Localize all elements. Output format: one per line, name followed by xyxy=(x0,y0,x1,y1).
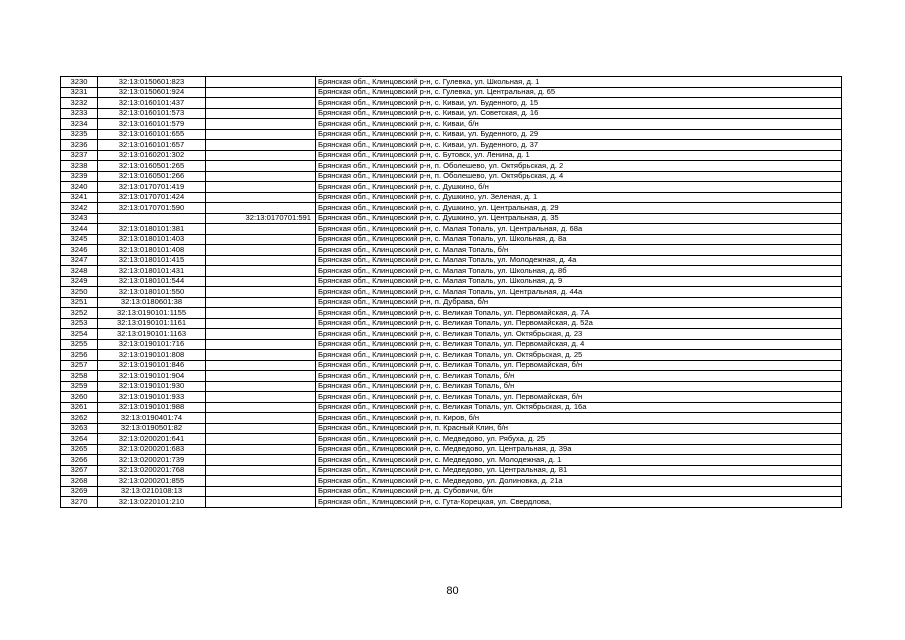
row-number-cell: 3256 xyxy=(61,350,98,361)
table-row xyxy=(61,203,842,214)
table-row xyxy=(61,129,842,140)
cadastral-number-cell: 32:13:0220101:210 xyxy=(98,497,206,508)
previous-number-cell xyxy=(206,161,316,172)
row-number-cell: 3255 xyxy=(61,339,98,350)
address-cell: Брянская обл., Клинцовский р-н, д. Субовичи, б/н xyxy=(316,486,842,497)
table-row xyxy=(61,381,842,392)
cadastral-number-cell: 32:13:0200201:855 xyxy=(98,476,206,487)
address-cell: Брянская обл., Клинцовский р-н, с. Малая Топаль, ул. Школьная, д. 9 xyxy=(316,276,842,287)
previous-number-cell xyxy=(206,339,316,350)
address-cell: Брянская обл., Клинцовский р-н, с. Бутовск, ул. Ленина, д. 1 xyxy=(316,150,842,161)
previous-number-cell: 32:13:0170701:591 xyxy=(206,213,316,224)
address-cell: Брянская обл., Клинцовский р-н, с. Киваи, ул. Буденного, д. 15 xyxy=(316,98,842,109)
cadastral-number-cell: 32:13:0200201:683 xyxy=(98,444,206,455)
address-cell: Брянская обл., Клинцовский р-н, с. Гута-Корецкая, ул. Свердлова, xyxy=(316,497,842,508)
previous-number-cell xyxy=(206,192,316,203)
table-row xyxy=(61,350,842,361)
address-cell: Брянская обл., Клинцовский р-н, с. Великая Топаль, ул. Октябрьская, д. 16а xyxy=(316,402,842,413)
row-number-cell: 3251 xyxy=(61,297,98,308)
address-cell: Брянская обл., Клинцовский р-н, с. Душкино, ул. Центральная, д. 29 xyxy=(316,203,842,214)
address-cell: Брянская обл., Клинцовский р-н, с. Великая Топаль, б/н xyxy=(316,371,842,382)
previous-number-cell xyxy=(206,140,316,151)
address-cell: Брянская обл., Клинцовский р-н, с. Великая Топаль, ул. Октябрьская, д. 23 xyxy=(316,329,842,340)
address-cell: Брянская обл., Клинцовский р-н, с. Малая Топаль, б/н xyxy=(316,245,842,256)
cadastral-number-cell: 32:13:0160101:657 xyxy=(98,140,206,151)
table-row xyxy=(61,213,842,224)
address-cell: Брянская обл., Клинцовский р-н, с. Душкино, б/н xyxy=(316,182,842,193)
row-number-cell: 3238 xyxy=(61,161,98,172)
previous-number-cell xyxy=(206,455,316,466)
cadastral-number-cell: 32:13:0190101:1161 xyxy=(98,318,206,329)
table-row xyxy=(61,77,842,88)
row-number-cell: 3257 xyxy=(61,360,98,371)
cadastral-number-cell: 32:13:0180101:431 xyxy=(98,266,206,277)
row-number-cell: 3258 xyxy=(61,371,98,382)
table-row xyxy=(61,98,842,109)
cadastral-number-cell: 32:13:0170701:424 xyxy=(98,192,206,203)
previous-number-cell xyxy=(206,413,316,424)
cadastral-number-cell: 32:13:0150601:924 xyxy=(98,87,206,98)
address-cell: Брянская обл., Клинцовский р-н, с. Малая Топаль, ул. Центральная, д. 44а xyxy=(316,287,842,298)
previous-number-cell xyxy=(206,266,316,277)
address-cell: Брянская обл., Клинцовский р-н, п. Оболешево, ул. Октябрьская, д. 2 xyxy=(316,161,842,172)
address-cell: Брянская обл., Клинцовский р-н, с. Великая Топаль, ул. Октябрьская, д. 25 xyxy=(316,350,842,361)
cadastral-number-cell: 32:13:0160501:265 xyxy=(98,161,206,172)
table-row xyxy=(61,371,842,382)
table-row xyxy=(61,119,842,130)
cadastral-number-cell: 32:13:0180601:38 xyxy=(98,297,206,308)
previous-number-cell xyxy=(206,308,316,319)
table-row xyxy=(61,87,842,98)
previous-number-cell xyxy=(206,497,316,508)
address-cell: Брянская обл., Клинцовский р-н, с. Малая Топаль, ул. Школьная, д. 8б xyxy=(316,266,842,277)
row-number-cell: 3233 xyxy=(61,108,98,119)
table-row xyxy=(61,308,842,319)
address-cell: Брянская обл., Клинцовский р-н, с. Киваи, ул. Советская, д. 16 xyxy=(316,108,842,119)
table-row xyxy=(61,402,842,413)
previous-number-cell xyxy=(206,371,316,382)
table-row xyxy=(61,413,842,424)
row-number-cell: 3247 xyxy=(61,255,98,266)
cadastral-number-cell: 32:13:0180101:403 xyxy=(98,234,206,245)
address-cell: Брянская обл., Клинцовский р-н, с. Малая Топаль, ул. Центральная, д. 68а xyxy=(316,224,842,235)
cadastral-number-cell: 32:13:0180101:415 xyxy=(98,255,206,266)
address-cell: Брянская обл., Клинцовский р-н, п. Киров, б/н xyxy=(316,413,842,424)
address-cell: Брянская обл., Клинцовский р-н, с. Малая Топаль, ул. Молодежная, д. 4а xyxy=(316,255,842,266)
table-row xyxy=(61,234,842,245)
table-row xyxy=(61,266,842,277)
address-cell: Брянская обл., Клинцовский р-н, с. Великая Топаль, ул. Первомайская, д. 7А xyxy=(316,308,842,319)
row-number-cell: 3230 xyxy=(61,77,98,88)
row-number-cell: 3265 xyxy=(61,444,98,455)
cadastral-number-cell: 32:13:0180101:381 xyxy=(98,224,206,235)
cadastral-number-cell: 32:13:0190501:82 xyxy=(98,423,206,434)
cadastral-number-cell: 32:13:0190101:933 xyxy=(98,392,206,403)
row-number-cell: 3262 xyxy=(61,413,98,424)
previous-number-cell xyxy=(206,129,316,140)
row-number-cell: 3246 xyxy=(61,245,98,256)
address-cell: Брянская обл., Клинцовский р-н, с. Малая Топаль, ул. Школьная, д. 8а xyxy=(316,234,842,245)
address-cell: Брянская обл., Клинцовский р-н, с. Душкино, ул. Зеленая, д. 1 xyxy=(316,192,842,203)
address-cell: Брянская обл., Клинцовский р-н, с. Медведово, ул. Центральная, д. 39а xyxy=(316,444,842,455)
cadastral-number-cell: 32:13:0160101:579 xyxy=(98,119,206,130)
row-number-cell: 3253 xyxy=(61,318,98,329)
previous-number-cell xyxy=(206,77,316,88)
address-cell: Брянская обл., Клинцовский р-н, с. Великая Топаль, ул. Первомайская, б/н xyxy=(316,360,842,371)
table-row xyxy=(61,276,842,287)
table-row xyxy=(61,224,842,235)
previous-number-cell xyxy=(206,287,316,298)
row-number-cell: 3249 xyxy=(61,276,98,287)
previous-number-cell xyxy=(206,434,316,445)
previous-number-cell xyxy=(206,297,316,308)
table-row xyxy=(61,339,842,350)
table-row xyxy=(61,486,842,497)
table-row xyxy=(61,465,842,476)
cadastral-number-cell: 32:13:0190401:74 xyxy=(98,413,206,424)
previous-number-cell xyxy=(206,234,316,245)
address-cell: Брянская обл., Клинцовский р-н, с. Киваи, ул. Буденного, д. 37 xyxy=(316,140,842,151)
address-cell: Брянская обл., Клинцовский р-н, с. Гулевка, ул. Школьная, д. 1 xyxy=(316,77,842,88)
table-row xyxy=(61,392,842,403)
cadastral-number-cell: 32:13:0170701:590 xyxy=(98,203,206,214)
row-number-cell: 3267 xyxy=(61,465,98,476)
table-row xyxy=(61,161,842,172)
previous-number-cell xyxy=(206,423,316,434)
previous-number-cell xyxy=(206,224,316,235)
cadastral-number-cell: 32:13:0160101:573 xyxy=(98,108,206,119)
address-cell: Брянская обл., Клинцовский р-н, с. Гулевка, ул. Центральная, д. 65 xyxy=(316,87,842,98)
row-number-cell: 3245 xyxy=(61,234,98,245)
address-cell: Брянская обл., Клинцовский р-н, п. Дубрава, б/н xyxy=(316,297,842,308)
address-cell: Брянская обл., Клинцовский р-н, с. Медведово, ул. Центральная, д. 81 xyxy=(316,465,842,476)
cadastral-number-cell: 32:13:0160101:437 xyxy=(98,98,206,109)
table-row xyxy=(61,360,842,371)
previous-number-cell xyxy=(206,203,316,214)
cadastral-number-cell: 32:13:0190101:846 xyxy=(98,360,206,371)
cadastral-number-cell: 32:13:0180101:408 xyxy=(98,245,206,256)
row-number-cell: 3250 xyxy=(61,287,98,298)
address-cell: Брянская обл., Клинцовский р-н, с. Киваи, ул. Буденного, д. 29 xyxy=(316,129,842,140)
table-row xyxy=(61,182,842,193)
row-number-cell: 3252 xyxy=(61,308,98,319)
row-number-cell: 3239 xyxy=(61,171,98,182)
previous-number-cell xyxy=(206,402,316,413)
registry-table xyxy=(60,76,842,508)
previous-number-cell xyxy=(206,360,316,371)
table-row xyxy=(61,423,842,434)
row-number-cell: 3231 xyxy=(61,87,98,98)
table-row xyxy=(61,245,842,256)
cadastral-number-cell: 32:13:0190101:716 xyxy=(98,339,206,350)
row-number-cell: 3266 xyxy=(61,455,98,466)
cadastral-number-cell xyxy=(98,213,206,224)
row-number-cell: 3244 xyxy=(61,224,98,235)
table-row xyxy=(61,140,842,151)
previous-number-cell xyxy=(206,171,316,182)
address-cell: Брянская обл., Клинцовский р-н, с. Медведово, ул. Рябуха, д. 25 xyxy=(316,434,842,445)
cadastral-number-cell: 32:13:0190101:1163 xyxy=(98,329,206,340)
cadastral-number-cell: 32:13:0190101:904 xyxy=(98,371,206,382)
table-row xyxy=(61,255,842,266)
previous-number-cell xyxy=(206,276,316,287)
cadastral-number-cell: 32:13:0160501:266 xyxy=(98,171,206,182)
address-cell: Брянская обл., Клинцовский р-н, с. Киваи, б/н xyxy=(316,119,842,130)
previous-number-cell xyxy=(206,182,316,193)
row-number-cell: 3264 xyxy=(61,434,98,445)
cadastral-number-cell: 32:13:0160101:655 xyxy=(98,129,206,140)
row-number-cell: 3268 xyxy=(61,476,98,487)
table-row xyxy=(61,318,842,329)
cadastral-number-cell: 32:13:0180101:544 xyxy=(98,276,206,287)
cadastral-number-cell: 32:13:0190101:1155 xyxy=(98,308,206,319)
address-cell: Брянская обл., Клинцовский р-н, с. Великая Топаль, ул. Первомайская, д. 52а xyxy=(316,318,842,329)
row-number-cell: 3232 xyxy=(61,98,98,109)
previous-number-cell xyxy=(206,108,316,119)
table-row xyxy=(61,444,842,455)
row-number-cell: 3243 xyxy=(61,213,98,224)
address-cell: Брянская обл., Клинцовский р-н, п. Красный Клин, б/н xyxy=(316,423,842,434)
registry-table-body xyxy=(61,77,842,508)
address-cell: Брянская обл., Клинцовский р-н, с. Великая Топаль, ул. Первомайская, д. 4 xyxy=(316,339,842,350)
table-row xyxy=(61,497,842,508)
previous-number-cell xyxy=(206,98,316,109)
cadastral-number-cell: 32:13:0170701:419 xyxy=(98,182,206,193)
page-number: 80 xyxy=(446,585,459,597)
cadastral-number-cell: 32:13:0200201:641 xyxy=(98,434,206,445)
table-row xyxy=(61,476,842,487)
previous-number-cell xyxy=(206,392,316,403)
cadastral-number-cell: 32:13:0200201:768 xyxy=(98,465,206,476)
table-row xyxy=(61,297,842,308)
previous-number-cell xyxy=(206,476,316,487)
row-number-cell: 3235 xyxy=(61,129,98,140)
row-number-cell: 3242 xyxy=(61,203,98,214)
cadastral-number-cell: 32:13:0190101:930 xyxy=(98,381,206,392)
row-number-cell: 3236 xyxy=(61,140,98,151)
row-number-cell: 3234 xyxy=(61,119,98,130)
row-number-cell: 3248 xyxy=(61,266,98,277)
cadastral-number-cell: 32:13:0160201:302 xyxy=(98,150,206,161)
table-row xyxy=(61,108,842,119)
row-number-cell: 3254 xyxy=(61,329,98,340)
row-number-cell: 3270 xyxy=(61,497,98,508)
previous-number-cell xyxy=(206,245,316,256)
previous-number-cell xyxy=(206,119,316,130)
previous-number-cell xyxy=(206,465,316,476)
row-number-cell: 3269 xyxy=(61,486,98,497)
previous-number-cell xyxy=(206,486,316,497)
previous-number-cell xyxy=(206,350,316,361)
address-cell: Брянская обл., Клинцовский р-н, с. Медведово, ул. Долиновка, д. 21а xyxy=(316,476,842,487)
cadastral-number-cell: 32:13:0200201:739 xyxy=(98,455,206,466)
cadastral-number-cell: 32:13:0210108:13 xyxy=(98,486,206,497)
address-cell: Брянская обл., Клинцовский р-н, с. Медведово, ул. Молодежная, д. 1 xyxy=(316,455,842,466)
previous-number-cell xyxy=(206,329,316,340)
address-cell: Брянская обл., Клинцовский р-н, с. Великая Топаль, б/н xyxy=(316,381,842,392)
table-row xyxy=(61,434,842,445)
previous-number-cell xyxy=(206,87,316,98)
row-number-cell: 3241 xyxy=(61,192,98,203)
address-cell: Брянская обл., Клинцовский р-н, п. Оболешево, ул. Октябрьская, д. 4 xyxy=(316,171,842,182)
row-number-cell: 3237 xyxy=(61,150,98,161)
row-number-cell: 3259 xyxy=(61,381,98,392)
table-row xyxy=(61,192,842,203)
previous-number-cell xyxy=(206,318,316,329)
address-cell: Брянская обл., Клинцовский р-н, с. Великая Топаль, ул. Первомайская, б/н xyxy=(316,392,842,403)
address-cell: Брянская обл., Клинцовский р-н, с. Душкино, ул. Центральная, д. 35 xyxy=(316,213,842,224)
cadastral-number-cell: 32:13:0150601:823 xyxy=(98,77,206,88)
table-row xyxy=(61,150,842,161)
cadastral-number-cell: 32:13:0180101:550 xyxy=(98,287,206,298)
table-row xyxy=(61,287,842,298)
table-row xyxy=(61,171,842,182)
cadastral-number-cell: 32:13:0190101:988 xyxy=(98,402,206,413)
cadastral-number-cell: 32:13:0190101:808 xyxy=(98,350,206,361)
row-number-cell: 3260 xyxy=(61,392,98,403)
previous-number-cell xyxy=(206,381,316,392)
previous-number-cell xyxy=(206,150,316,161)
table-row xyxy=(61,455,842,466)
previous-number-cell xyxy=(206,444,316,455)
row-number-cell: 3263 xyxy=(61,423,98,434)
row-number-cell: 3240 xyxy=(61,182,98,193)
table-row xyxy=(61,329,842,340)
previous-number-cell xyxy=(206,255,316,266)
row-number-cell: 3261 xyxy=(61,402,98,413)
